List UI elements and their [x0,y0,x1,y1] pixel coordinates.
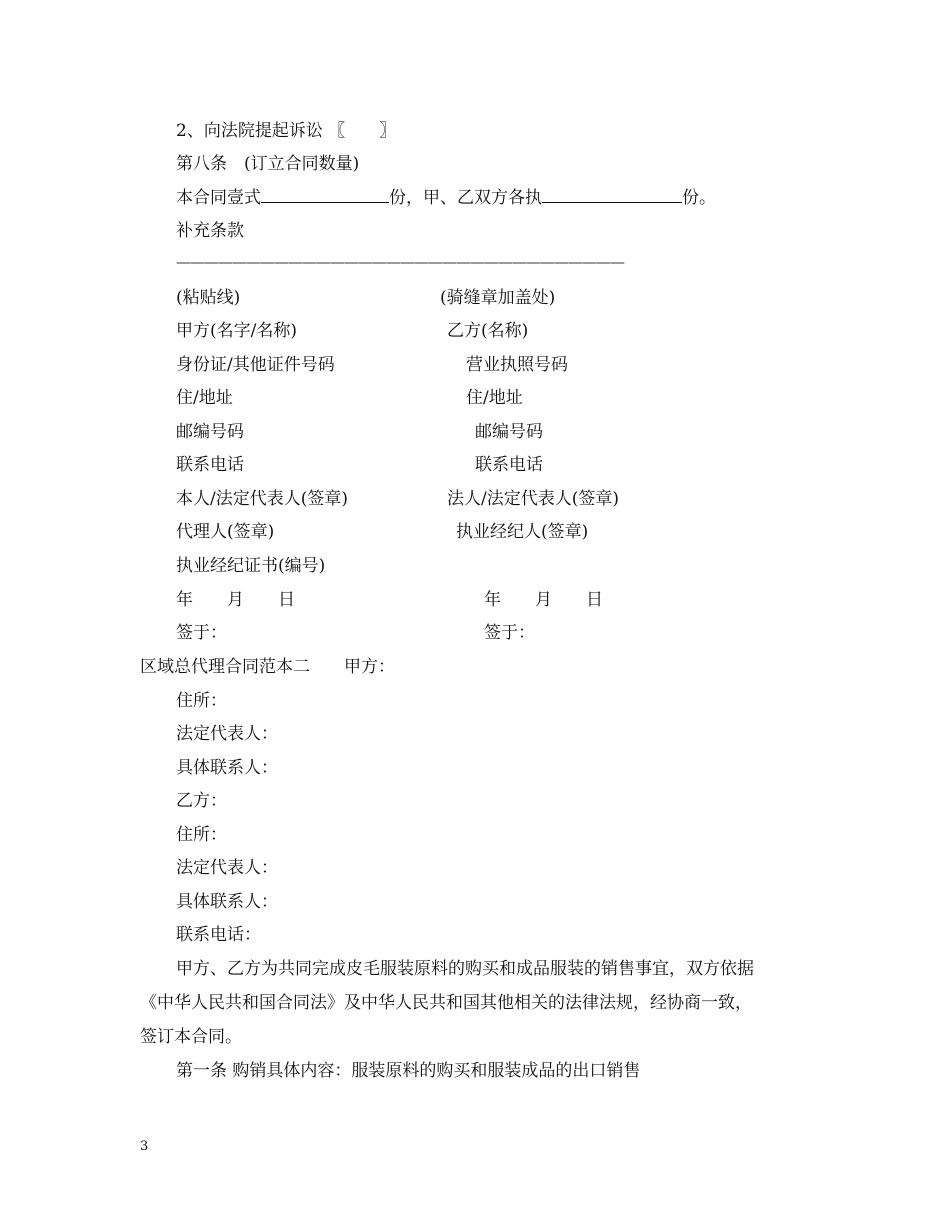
copies-blank-1 [261,186,389,203]
preamble-line-3: 签订本合同。 [140,1027,242,1047]
signed-at-a-label: 签于： [176,623,227,643]
representative-a-label: 本人/法定代表人(签章) [176,489,348,509]
party-b-phone: 联系电话： [176,925,261,945]
supplementary-terms-line: ———————————————————————————————— [176,253,624,271]
preamble-line-1: 甲方、乙方为共同完成皮毛服装原料的购买和成品服装的销售事宜，双方依据 [176,959,754,979]
preamble-line-2: 《中华人民共和国合同法》及中华人民共和国其他相关的法律法规，经协商一致， [140,993,752,1013]
copies-text-3: 份。 [682,188,716,208]
agent-a-label: 代理人(签章) [176,522,275,542]
broker-cert-label: 执业经纪证书(编号) [176,556,326,576]
template-2-title: 区域总代理合同范本二 甲方： [140,657,395,677]
copies-text-1: 本合同壹式 [176,188,261,208]
supplementary-terms-heading: 补充条款 [176,221,244,241]
seal-label: (骑缝章加盖处) [440,288,556,308]
party-b-representative: 法定代表人： [176,858,278,878]
zip-a-label: 邮编号码 [176,422,244,442]
party-a-representative: 法定代表人： [176,724,278,744]
phone-b-label: 联系电话 [475,455,543,475]
license-number-label: 营业执照号码 [466,355,568,375]
party-b-contact: 具体联系人： [176,892,278,912]
id-number-label: 身份证/其他证件号码 [176,355,335,375]
party-b-name-label: 乙方(名称) [447,321,529,341]
agent-b-label: 执业经纪人(签章) [456,522,589,542]
party-b-address: 住所： [176,825,227,845]
representative-b-label: 法人/法定代表人(签章) [447,489,619,509]
party-b-heading: 乙方： [176,791,227,811]
copies-text-2: 份，甲、乙双方各执 [389,188,542,208]
party-a-address: 住所： [176,691,227,711]
article-8-heading: 第八条 (订立合同数量) [176,154,360,174]
article-1-heading: 第一条 购销具体内容：服装原料的购买和服装成品的出口销售 [176,1061,641,1081]
copies-blank-2 [542,186,682,203]
party-a-contact: 具体联系人： [176,758,278,778]
copies-clause [176,186,716,209]
address-a-label: 住/地址 [176,388,233,408]
phone-a-label: 联系电话 [176,455,244,475]
date-b-label: 年 月 日 [484,590,603,610]
page-number: 3 [140,1139,149,1154]
date-a-label: 年 月 日 [176,590,295,610]
zip-b-label: 邮编号码 [475,422,543,442]
paste-line-label: (粘贴线) [176,288,241,308]
address-b-label: 住/地址 [466,388,523,408]
signed-at-b-label: 签于： [484,623,535,643]
litigation-option: 2、向法院提起诉讼 〖 〗 [176,121,397,141]
party-a-name-label: 甲方(名字/名称) [176,321,297,341]
